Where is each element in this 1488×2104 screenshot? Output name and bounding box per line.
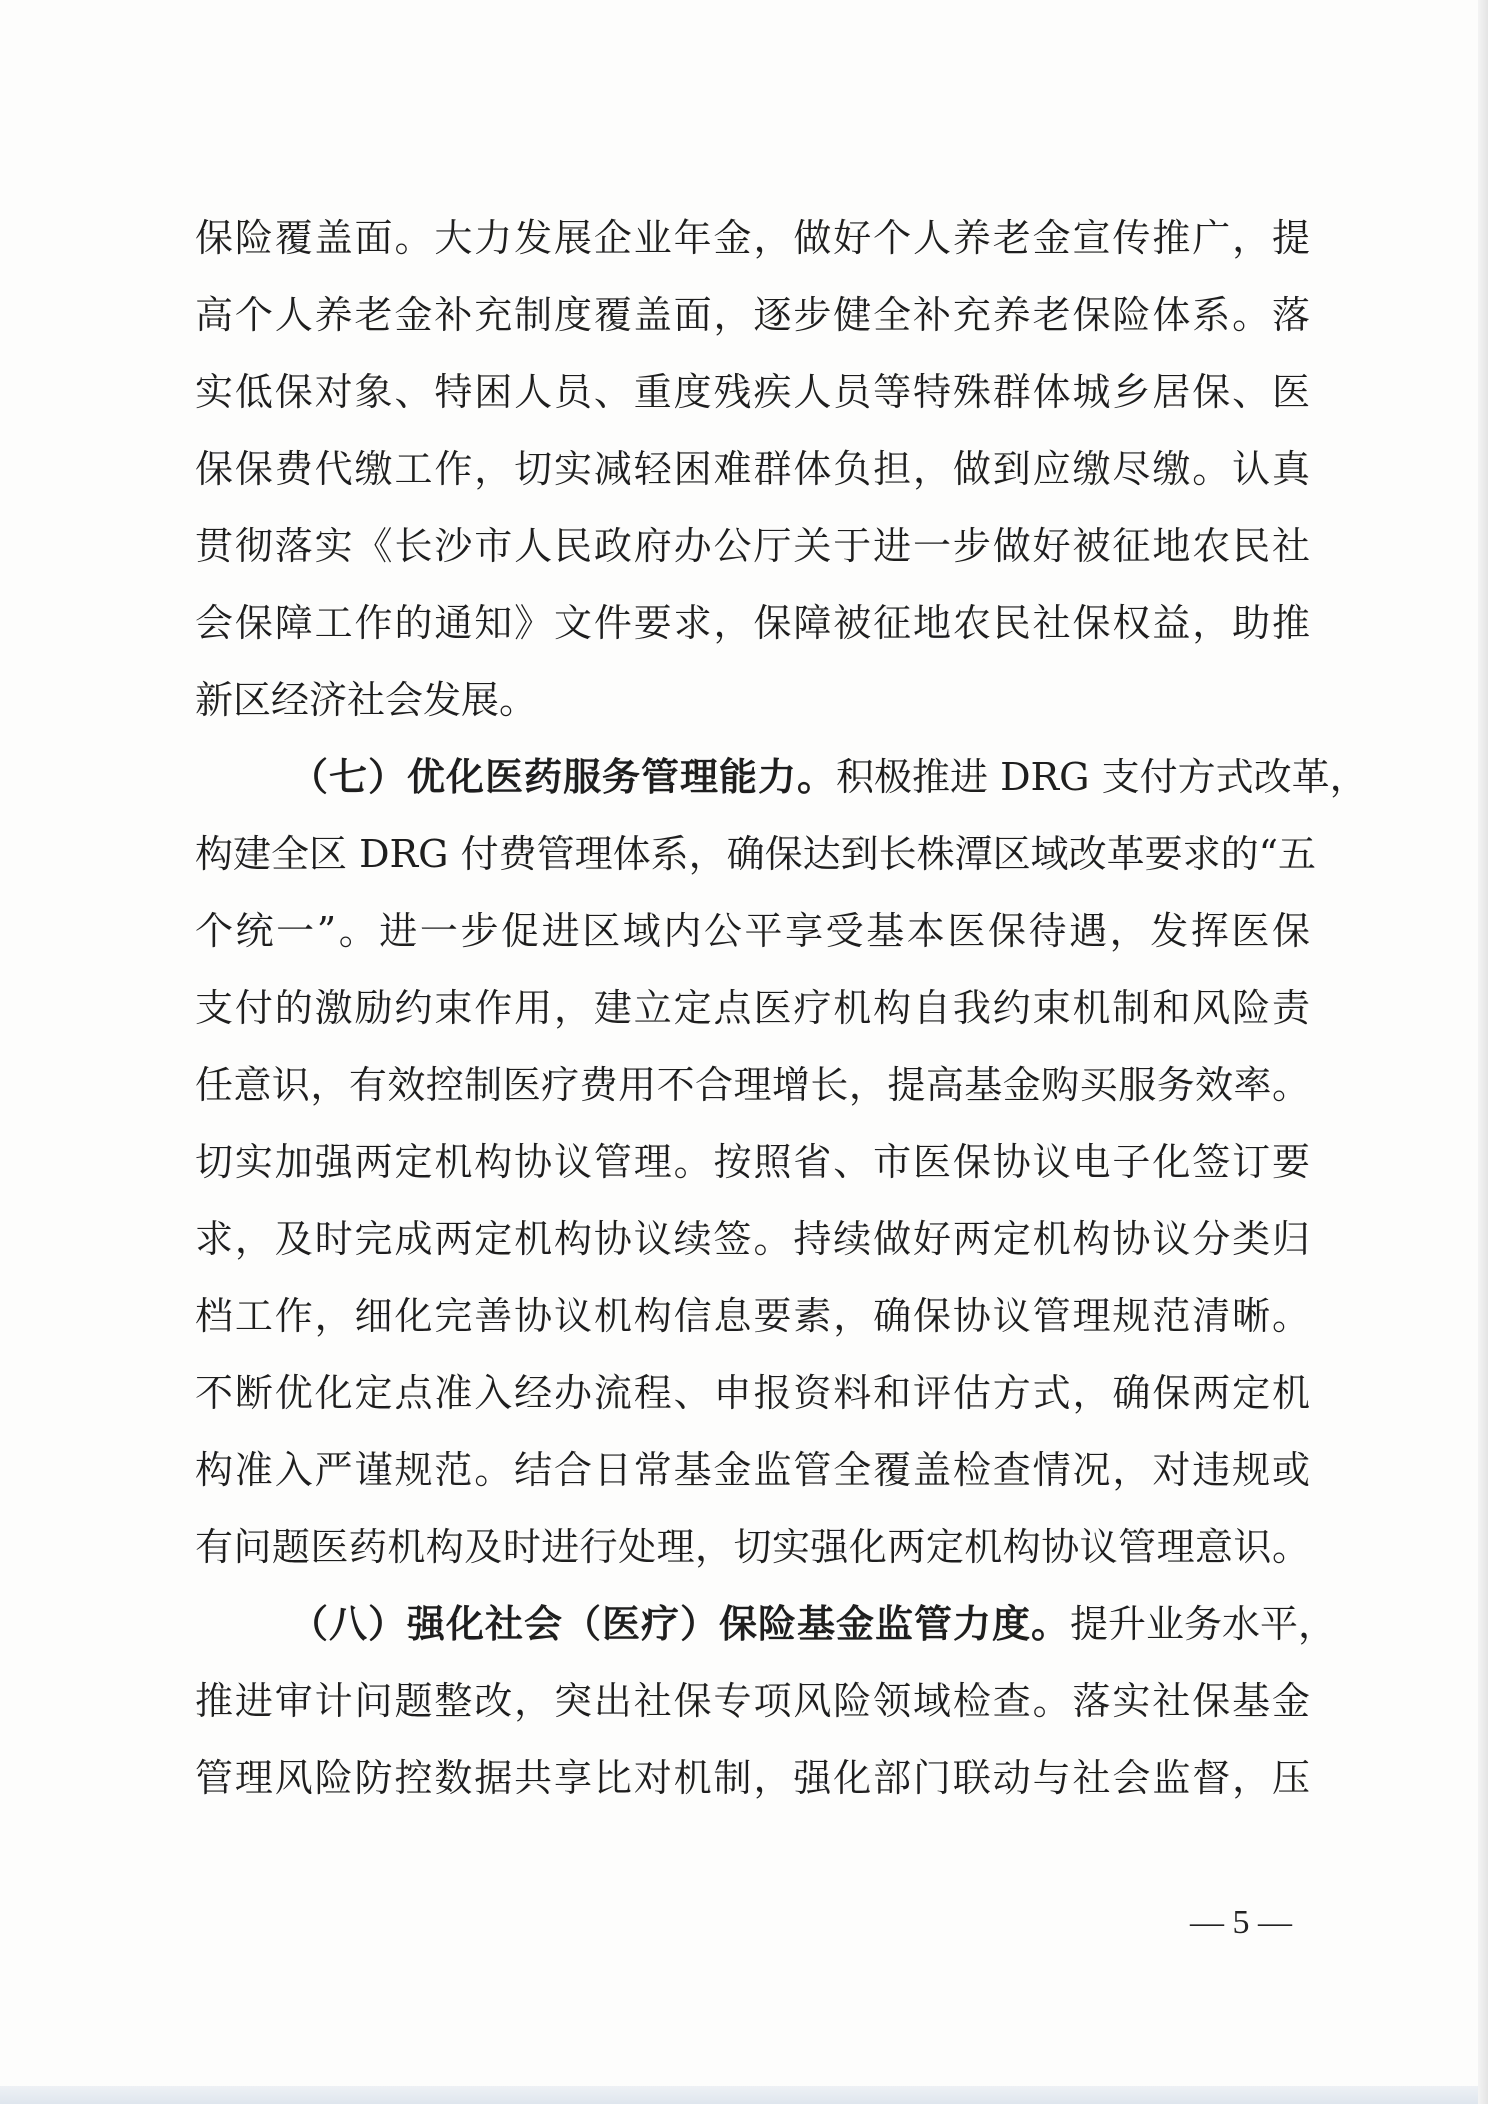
- paragraph-line: 求，及时完成两定机构协议续签。持续做好两定机构协议分类归: [195, 1217, 1310, 1261]
- paragraph-line: 高个人养老金补充制度覆盖面，逐步健全补充养老保险体系。落: [195, 293, 1310, 337]
- paragraph-line: 管理风险防控数据共享比对机制，强化部门联动与社会监督，压: [195, 1756, 1310, 1800]
- body-text: [195, 200, 1368, 1817]
- paragraph-line: 构建全区 DRG 付费管理体系，确保达到长株潭区域改革要求的“五: [195, 832, 1317, 876]
- paragraph-line: 贯彻落实《长沙市人民政府办公厅关于进一步做好被征地农民社: [195, 524, 1310, 568]
- paragraph-line: 新区经济社会发展。: [195, 678, 538, 722]
- paragraph-line: 支付的激励约束作用，建立定点医疗机构自我约束机制和风险责: [195, 986, 1310, 1030]
- scan-right-edge: [1478, 0, 1488, 2104]
- paragraph-line: 个统一”。进一步促进区域内公平享受基本医保待遇，发挥医保: [195, 909, 1310, 953]
- section-8-first-line: [195, 1586, 1337, 1663]
- section-7-heading: （七）优化医药服务管理能力。: [290, 755, 837, 799]
- scan-bottom-edge: [0, 2086, 1488, 2104]
- paragraph-line: 推进审计问题整改，突出社保专项风险领域检查。落实社保基金: [195, 1679, 1310, 1723]
- paragraph-line: 构准入严谨规范。结合日常基金监管全覆盖检查情况，对违规或: [195, 1448, 1310, 1492]
- paragraph-line: 不断优化定点准入经办流程、申报资料和评估方式，确保两定机: [195, 1371, 1310, 1415]
- paragraph-line: 保险覆盖面。大力发展企业年金，做好个人养老金宣传推广，提: [195, 216, 1310, 260]
- paragraph-line: 实低保对象、特困人员、重度残疾人员等特殊群体城乡居保、医: [195, 370, 1310, 414]
- section-8-heading: （八）强化社会（医疗）保险基金监管力度。: [290, 1602, 1071, 1646]
- section-8-first-line-text: 提升业务水平，: [1070, 1602, 1337, 1646]
- paragraph-line: 会保障工作的通知》文件要求，保障被征地农民社保权益，助推: [195, 601, 1310, 645]
- page-number: — 5 —: [1190, 1904, 1292, 1941]
- paragraph-line: 有问题医药机构及时进行处理，切实强化两定机构协议管理意识。: [195, 1525, 1310, 1569]
- paragraph-line: 切实加强两定机构协议管理。按照省、市医保协议电子化签订要: [195, 1140, 1310, 1184]
- paragraph-line: 任意识，有效控制医疗费用不合理增长，提高基金购买服务效率。: [195, 1063, 1310, 1107]
- section-7-first-line-text: 积极推进 DRG 支付方式改革，: [836, 755, 1368, 799]
- paragraph-line: 档工作，细化完善协议机构信息要素，确保协议管理规范清晰。: [195, 1294, 1310, 1338]
- section-7-first-line: [195, 739, 1368, 816]
- paragraph-line: 保保费代缴工作，切实减轻困难群体负担，做到应缴尽缴。认真: [195, 447, 1310, 491]
